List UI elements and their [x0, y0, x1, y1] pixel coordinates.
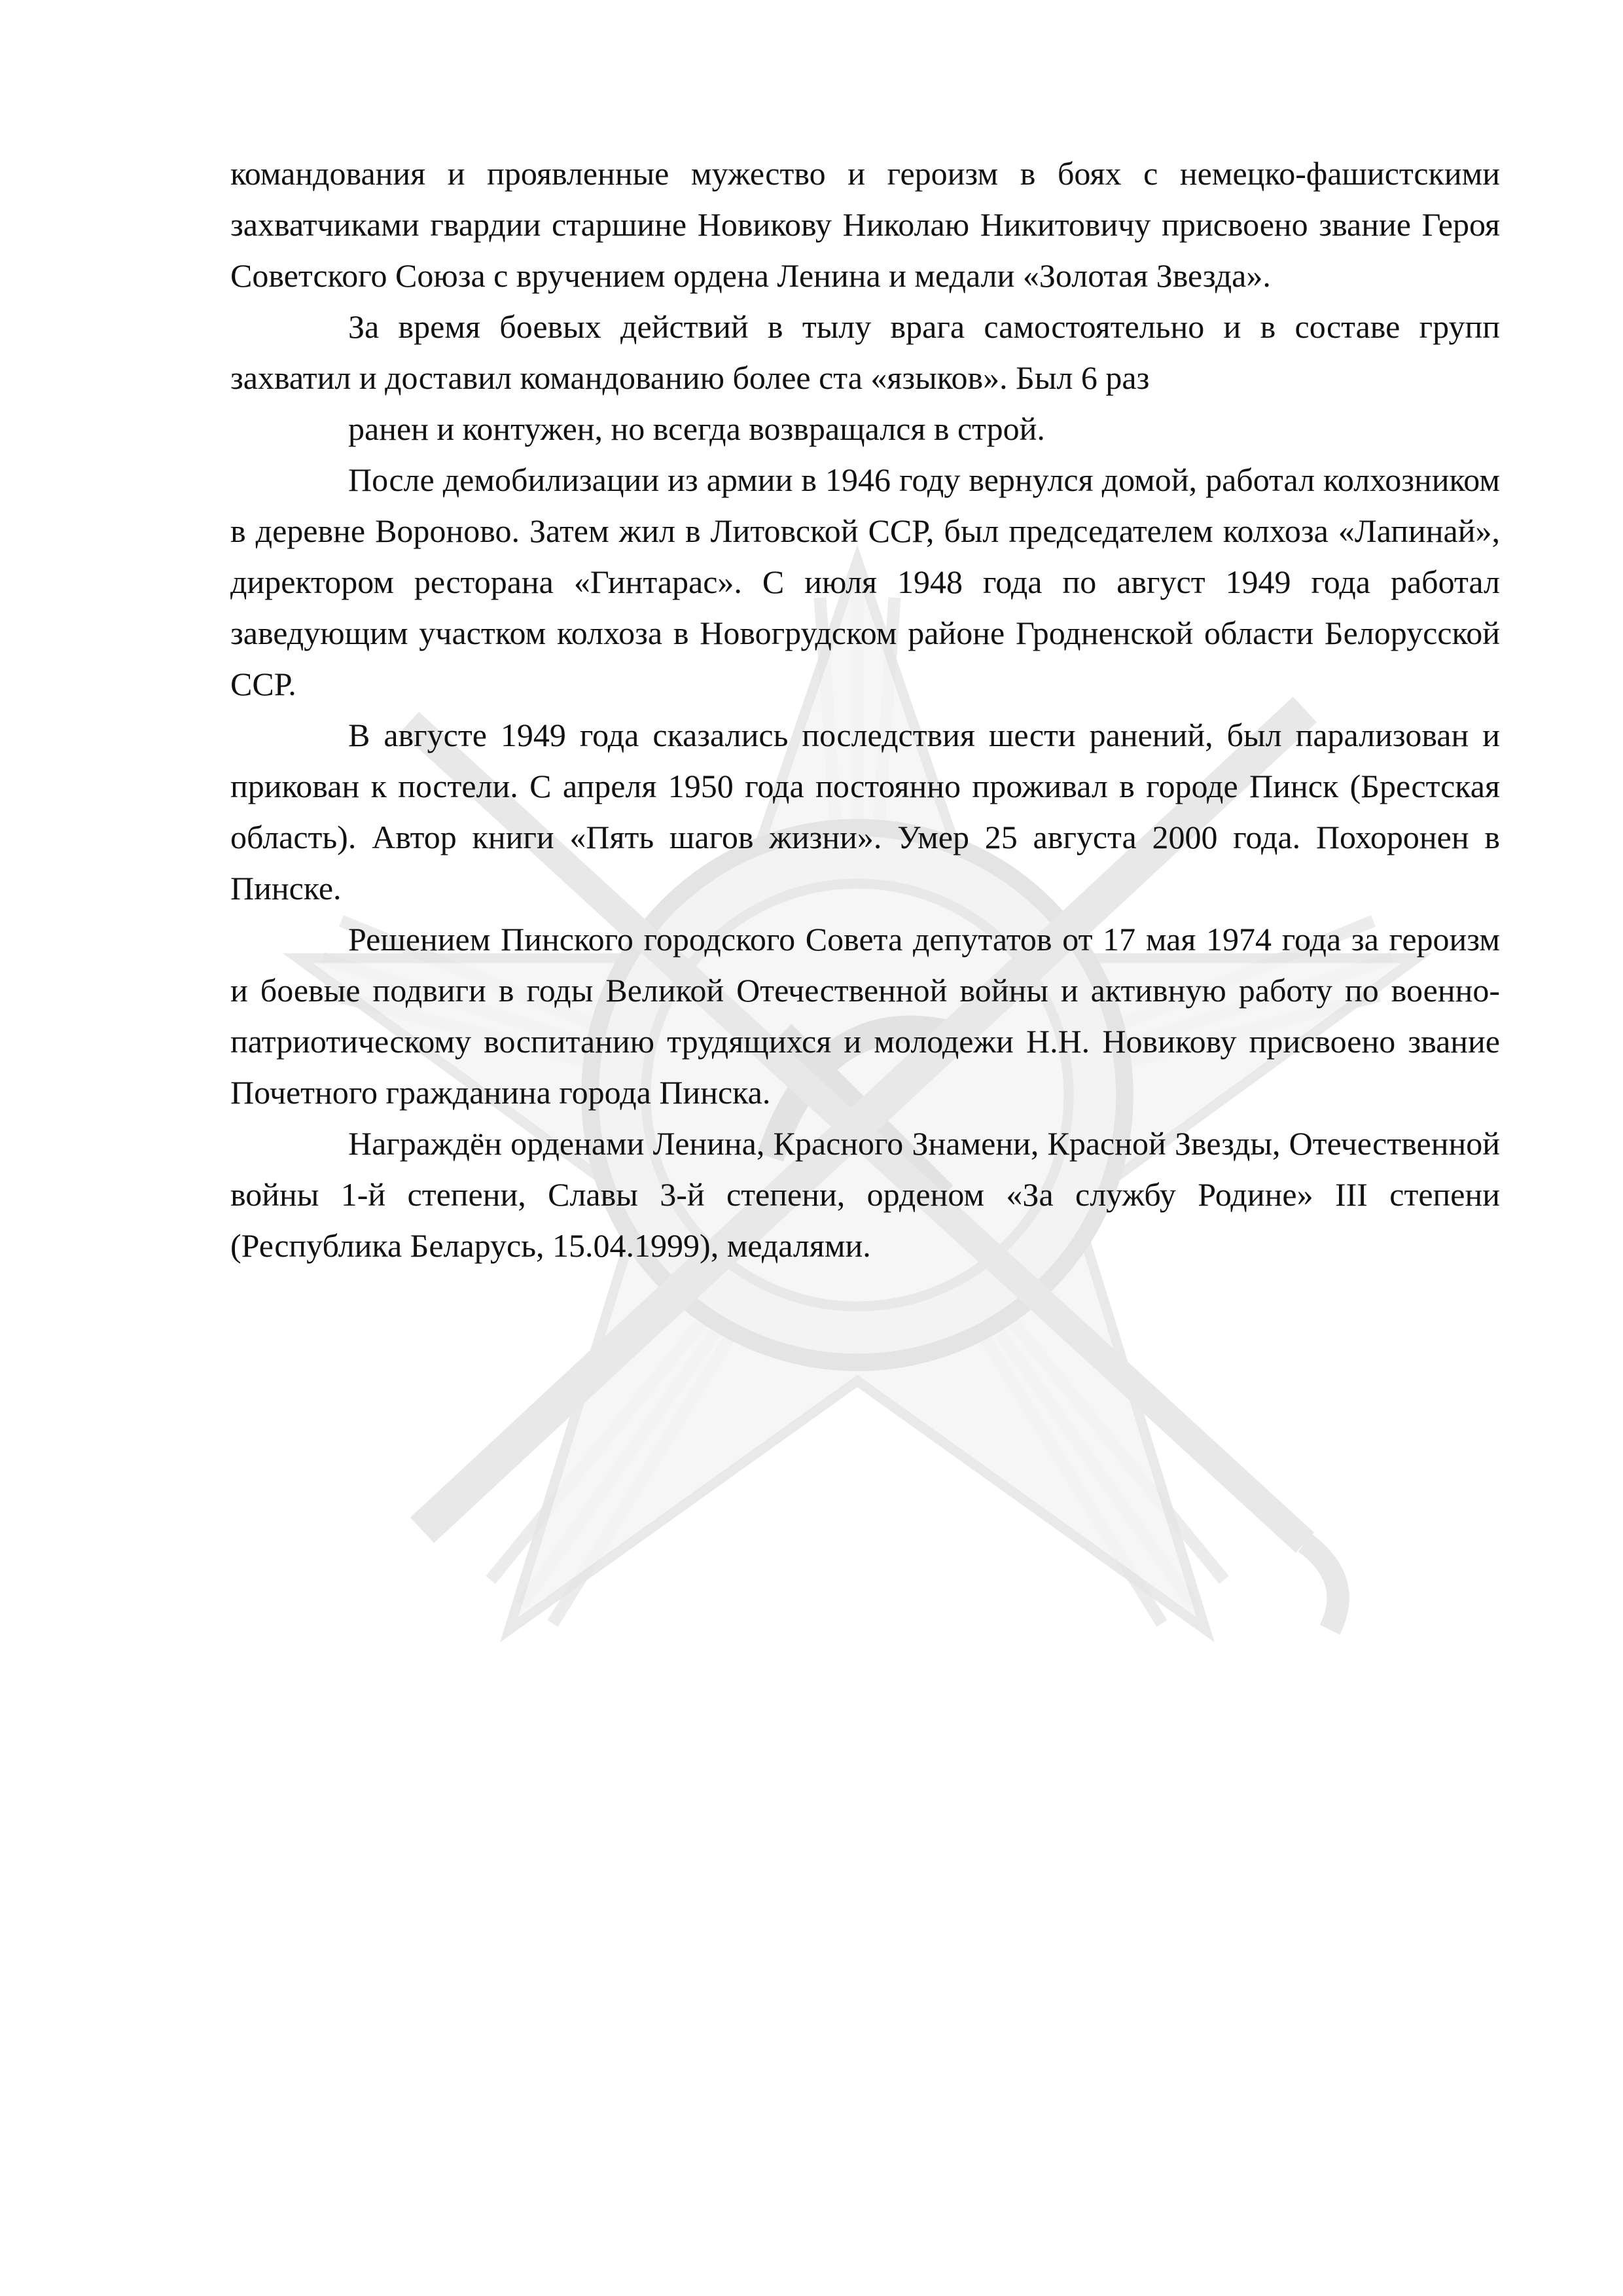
paragraph-honorary-citizen: Решением Пинского городского Совета депутатов от 17 мая 1974 года за героизм и боевые подвиги в годы Великой Отечественной войны и активную работу по военно-патриотическому воспитанию трудящихся и молодежи Н.Н. Новикову присвоено звание Почетного гражданина города Пинска.	[230, 921, 1500, 1111]
paragraph-postwar-work: После демобилизации из армии в 1946 году вернулся домой, работал колхозником в деревне Вороново. Затем жил в Литовской ССР, был председателем колхоза «Лапинай», директором ресторана «Гинтарас». С июля 1948 года по август 1949 года работал заведующим участком колхоза в Новогрудском районе Гродненской области Белорусской ССР.	[230, 461, 1500, 702]
document-body	[230, 148, 1500, 1271]
paragraph-decorations: Награждён орденами Ленина, Красного Знамени, Красной Звезды, Отечественной войны 1-й степени, Славы 3-й степени, орденом «За службу Родине» III степени (Республика Беларусь, 15.04.1999), медалями.	[230, 1125, 1500, 1264]
paragraph-hero-award: командования и проявленные мужество и героизм в боях с немецко-фашистскими захватчиками гвардии старшине Новикову Николаю Никитовичу присвоено звание Героя Советского Союза с вручением ордена Ленина и медали «Золотая Звезда».	[230, 155, 1500, 294]
paragraph-illness-death: В августе 1949 года сказались последствия шести ранений, был парализован и прикован к постели. С апреля 1950 года постоянно проживал в городе Пинск (Брестская область). Автор книги «Пять шагов жизни». Умер 25 августа 2000 года. Похоронен в Пинске.	[230, 717, 1500, 906]
paragraph-reconnaissance: За время боевых действий в тылу врага самостоятельно и в составе групп захватил и доставил командованию более ста «языков». Был 6 раз	[230, 308, 1500, 396]
paragraph-wounds: ранен и контужен, но всегда возвращался в строй.	[348, 410, 1045, 447]
